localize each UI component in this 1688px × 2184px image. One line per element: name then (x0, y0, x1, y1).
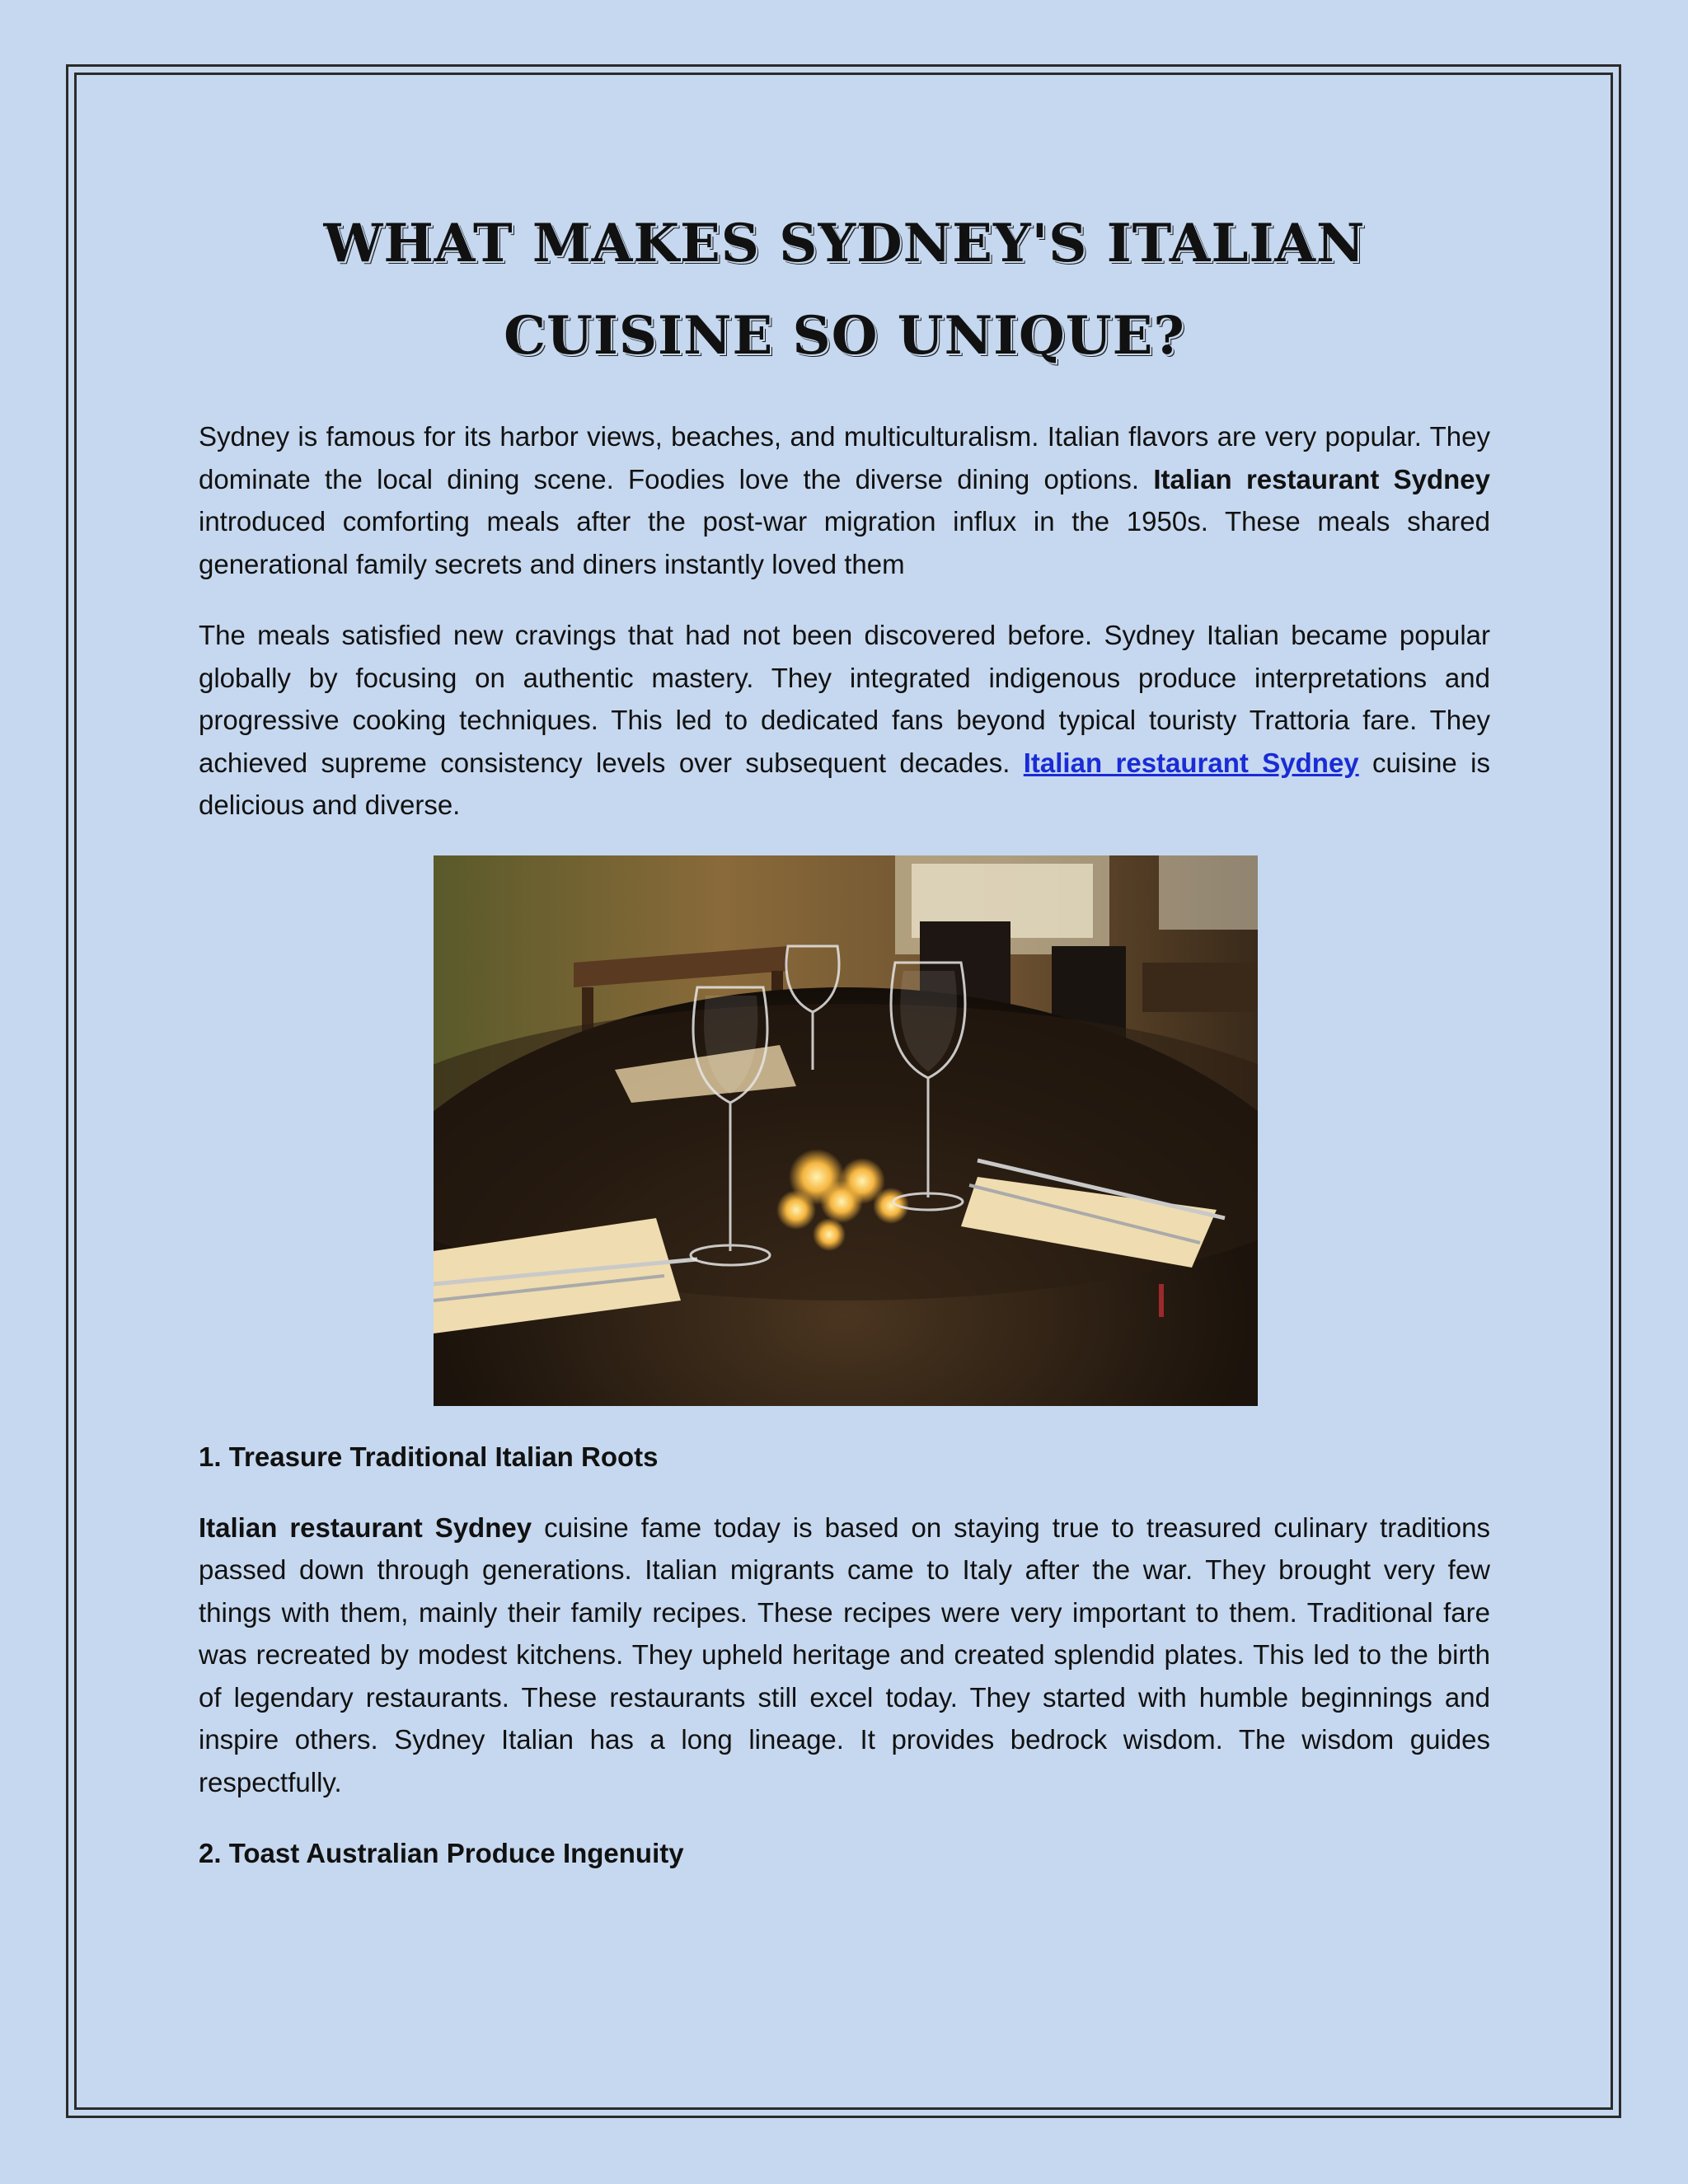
section-1-bold-keyword: Italian restaurant Sydney (199, 1511, 532, 1543)
intro-bold-keyword: Italian restaurant Sydney (1153, 463, 1490, 494)
restaurant-table-photo (434, 855, 1258, 1406)
page-title: WHAT MAKES SYDNEY'S ITALIAN CUISINE SO UNIQUE? (323, 213, 1366, 367)
intro-text-after: introduced comforting meals after the post-war migration influx in the 1950s. These meals shared generational family secrets and diners instantly loved them (199, 506, 1490, 579)
document-body (199, 198, 1490, 1903)
italian-restaurant-sydney-link[interactable]: Italian restaurant Sydney (1023, 747, 1359, 778)
intro-text-before: Sydney is famous for its harbor views, beaches, and multiculturalism. Italian flavors are very popular. They dominate the local dining scene. Foodies love the diverse dining options. (199, 421, 1490, 494)
second-paragraph (199, 614, 1490, 827)
section-1-paragraph (199, 1507, 1490, 1804)
para2-text-after: cuisine is delicious and diverse. (199, 747, 1490, 820)
para2-text-before: The meals satisfied new cravings that had not been discovered before. Sydney Italian became popular globally by focusing on authentic mastery. They integrated indigenous produce interpretations and progressive cooking techniques. This led to dedicated fans beyond typical touristy Trattoria fare. They achieved supreme consistency levels over subsequent decades. (199, 620, 1490, 778)
section-1-text: cuisine fame today is based on staying true to treasured culinary traditions passed down through generations. Italian migrants came to Italy after the war. They brought very few things with them, mainly their family recipes. These recipes were very important to them. Traditional fare was recreated by modest kitchens. They upheld heritage and created splendid plates. This led to the birth of legendary restaurants. These restaurants still excel today. They started with humble beginnings and inspire others. Sydney Italian has a long lineage. It provides bedrock wisdom. The wisdom guides respectfully. (199, 1511, 1490, 1797)
section-1-heading: 1. Treasure Traditional Italian Roots (199, 1441, 659, 1472)
section-2-heading: 2. Toast Australian Produce Ingenuity (199, 1838, 684, 1868)
intro-paragraph (199, 415, 1490, 585)
